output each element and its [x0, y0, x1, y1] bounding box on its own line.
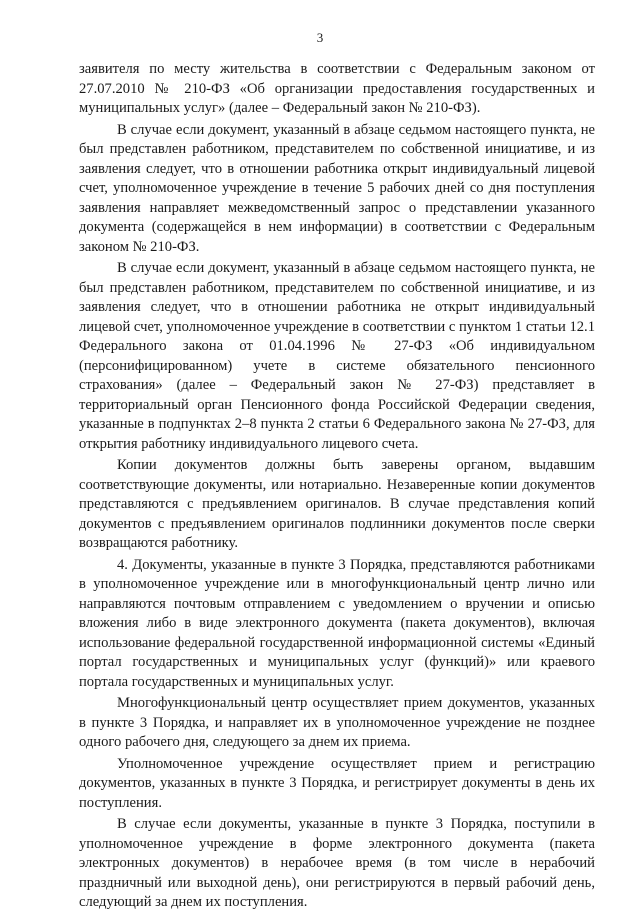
paragraph-continuation: заявителя по месту жительства в соответствии с Федеральным законом от 27.07.2010 № 210-ФЗ «Об организации предоставления государственных и муниципальных услуг» (далее – Федеральный закон № 210-ФЗ). — [79, 61, 595, 116]
page-number: 3 — [316, 30, 324, 45]
paragraph-document-copies: Копии документов должны быть заверены органом, выдавшим соответствующие документы, или нотариально. Незаверенные копии документов представляются с предъявлением оригиналов. В случае представления копий документов с предъявлением оригиналов подлинники документов после сверки возвращаются работнику. — [79, 457, 595, 551]
paragraph-individual-account-not-open: В случае если документ, указанный в абзаце седьмом настоящего пункта, не был представлен работником, представителем по собственной инициативе, и из заявления следует, что в отношении работника не открыт индивидуальный лицевой счет, уполномоченное учреждение в соответствии с пунктом 1 статьи 12.1 Федерального закона от 01.04.1996 № 27-ФЗ «Об индивидуальном (персонифицированном) учете в системе обязательного пенсионного страхования» (далее – Федеральный закон № 27-ФЗ) представляет в территориальный орган Пенсионного фонда Российской Федерации сведения, указанные в подпунктах 2–8 пункта 2 статьи 6 Федерального закона № 27-ФЗ, для открытия работнику индивидуального лицевого счета. — [79, 260, 595, 452]
paragraph-electronic-documents: В случае если документы, указанные в пункте 3 Порядка, поступили в уполномоченное учреждение в форме электронного документа (пакета электронных документов) в нерабочее время (в том числе в нерабочий праздничный или выходной день), они регистрируются в первый рабочий день, следующий за днем их поступления. — [79, 816, 595, 910]
paragraph-registration: Уполномоченное учреждение осуществляет прием и регистрацию документов, указанных в пункте 3 Порядка, и регистрирует документы в день их поступления. — [79, 755, 595, 811]
document-body — [79, 60, 595, 913]
paragraph-item-4-submission: 4. Документы, указанные в пункте 3 Порядка, представляются работниками в уполномоченное учреждение или в многофункциональный центр лично или направляются почтовым отправлением с уведомлением о вручении и описью вложения либо в виде электронного документа (пакета документов), включая использование федеральной государственной информационной системы «Единый портал государственных и муниципальных услуг (функций)» или краевого портала государственных и муниципальных услуг. — [79, 556, 595, 690]
paragraph-individual-account-open: В случае если документ, указанный в абзаце седьмом настоящего пункта, не был представлен работником, представителем по собственной инициативе, и из заявления следует, что в отношении работника открыт индивидуальный лицевой счет, уполномоченное учреждение в течение 5 рабочих дней со дня поступления заявления направляет межведомственный запрос о представлении указанного документа (содержащейся в нем информации) в соответствии с Федеральным законом № 210-ФЗ. — [79, 121, 595, 255]
paragraph-mfc-reception: Многофункциональный центр осуществляет прием документов, указанных в пункте 3 Порядка, и направляет их в уполномоченное учреждение не позднее одного рабочего дня, следующего за днем их приема. — [79, 695, 595, 750]
